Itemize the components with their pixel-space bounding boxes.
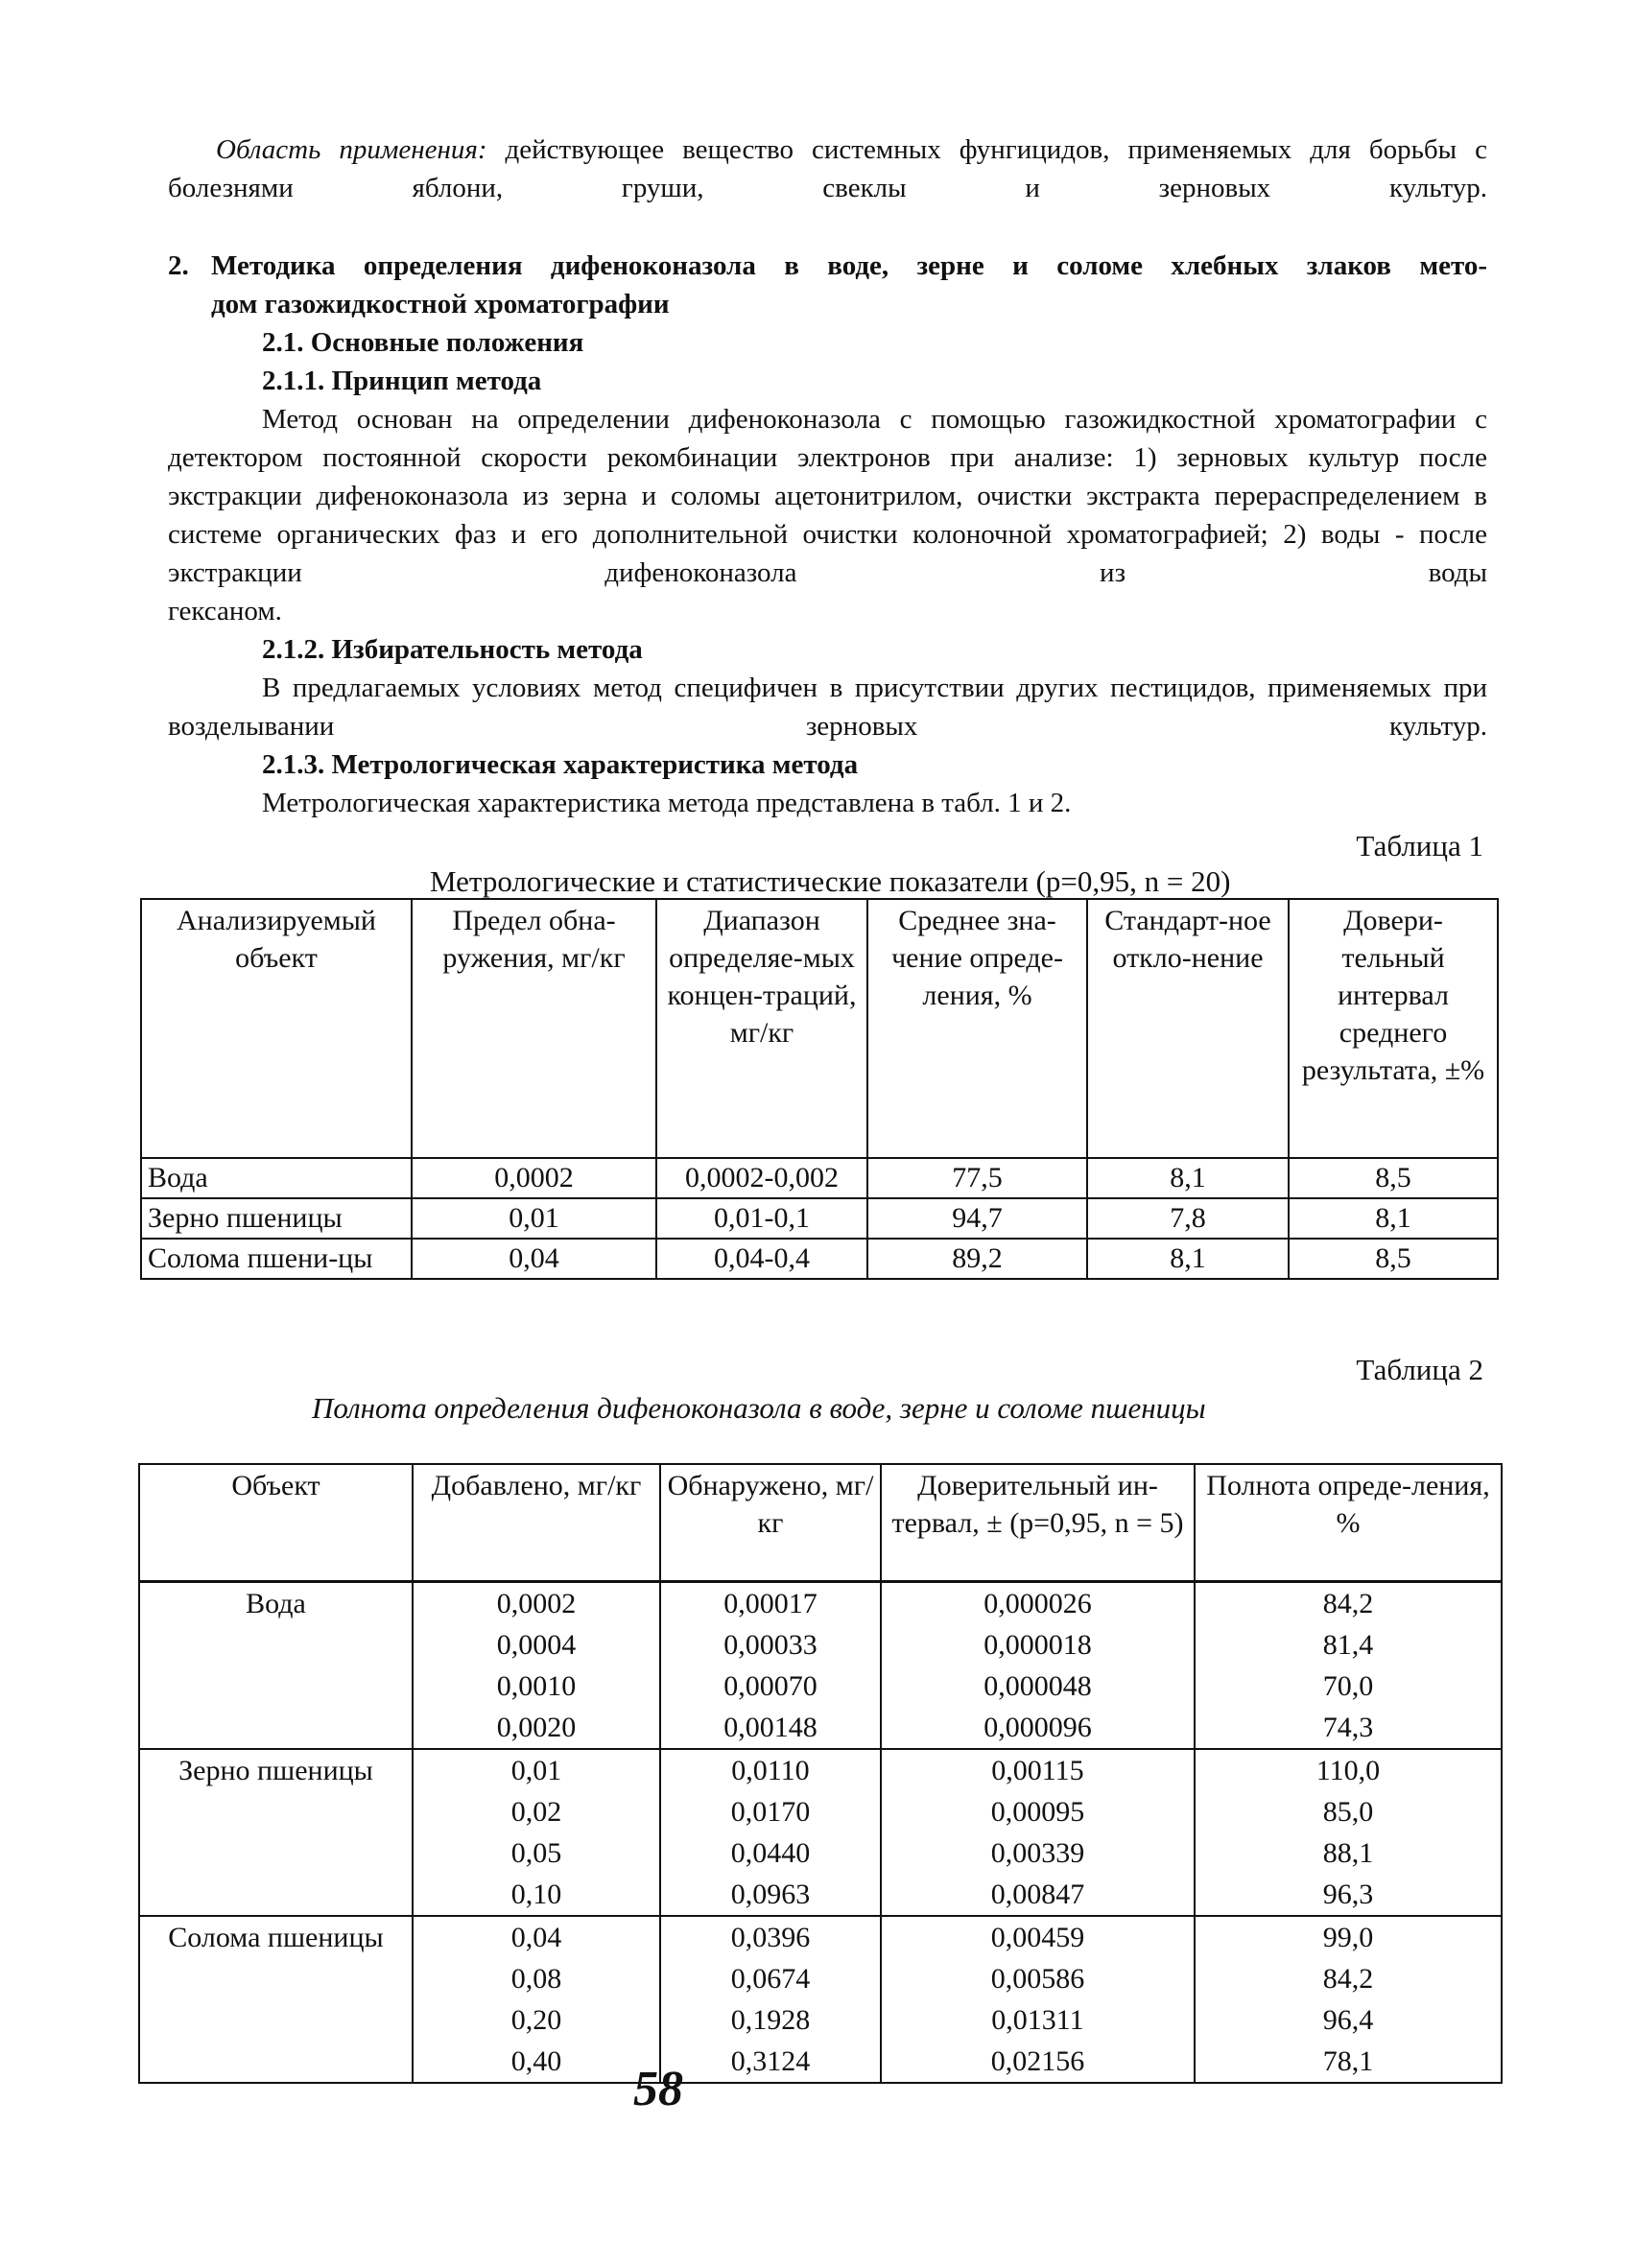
table-2-label: Таблица 2 — [1356, 1353, 1483, 1386]
table-row — [139, 1581, 1502, 1624]
table-cell: 88,1 — [1195, 1832, 1502, 1874]
table-cell: 89,2 — [867, 1239, 1087, 1279]
table-row — [139, 1666, 1502, 1707]
table-cell: 0,01 — [412, 1198, 656, 1239]
table-cell: Зерно пшеницы — [141, 1198, 412, 1239]
heading-2-1-3: 2.1.3. Метрологическая характеристика метода — [262, 749, 859, 780]
table-cell: 0,3124 — [660, 2041, 881, 2083]
table-cell: 84,2 — [1195, 1581, 1502, 1624]
table-cell: 99,0 — [1195, 1916, 1502, 1958]
heading-2-1-2: 2.1.2. Избирательность метода — [262, 634, 643, 665]
table-row — [139, 1916, 1502, 1958]
table-cell: 70,0 — [1195, 1666, 1502, 1707]
table-row — [141, 1158, 1498, 1198]
section-2-title-line2: дом газожидкостной хроматографии — [211, 289, 670, 319]
table-cell: 0,00070 — [660, 1666, 881, 1707]
table-1-header-row — [141, 899, 1498, 1158]
section-2-title-line1: Методика определения дифеноконазола в воде, зерне и соломе хлебных злаков мето- — [211, 250, 1487, 281]
object-cell: Зерно пшеницы — [139, 1749, 413, 1791]
table-cell: 0,0440 — [660, 1832, 881, 1874]
table-cell: 0,0002 — [412, 1158, 656, 1198]
table-cell: 0,04-0,4 — [656, 1239, 867, 1279]
table-2-header: Доверительный ин-тервал, ± (р=0,95, n = 5) — [881, 1464, 1195, 1581]
table-cell: 0,00115 — [881, 1749, 1195, 1791]
table-2-title: Полнота определения дифеноконазола в воде, зерне и соломе пшеницы — [312, 1391, 1206, 1425]
table-row — [141, 1198, 1498, 1239]
table-row — [139, 1749, 1502, 1791]
table-cell: 0,00033 — [660, 1624, 881, 1666]
table-1-header: Диапазон определяе-мых концен-траций, мг/кг — [656, 899, 867, 1158]
table-row — [141, 1239, 1498, 1279]
empty-cell — [139, 1791, 413, 1832]
table-1-header: Довери-тельный интервал среднего результата, ±% — [1289, 899, 1498, 1158]
table-cell: 0,0963 — [660, 1874, 881, 1916]
table-cell: 7,8 — [1087, 1198, 1289, 1239]
empty-cell — [139, 1666, 413, 1707]
table-cell: 0,05 — [413, 1832, 660, 1874]
table-2-header: Объект — [139, 1464, 413, 1581]
table-1-title: Метрологические и статистические показатели (р=0,95, n = 20) — [430, 864, 1231, 898]
table-1-header: Стандарт-ное откло-нение — [1087, 899, 1289, 1158]
table-cell: 0,000018 — [881, 1624, 1195, 1666]
table-cell: 0,02 — [413, 1791, 660, 1832]
table-cell: 0,0002 — [413, 1581, 660, 1624]
table-cell: 96,3 — [1195, 1874, 1502, 1916]
table-cell: 0,0170 — [660, 1791, 881, 1832]
table-1 — [140, 898, 1499, 1280]
table-cell: 0,0020 — [413, 1707, 660, 1749]
heading-2-1: 2.1. Основные положения — [262, 327, 584, 358]
table-cell: 74,3 — [1195, 1707, 1502, 1749]
table-cell: 0,10 — [413, 1874, 660, 1916]
selectivity-text: В предлагаемых условиях метод специфичен в присутствии других пестицидов, применяемых при возделывании зерновых культур. — [168, 673, 1487, 742]
table-cell: Вода — [141, 1158, 412, 1198]
empty-cell — [139, 1832, 413, 1874]
table-cell: 0,20 — [413, 1999, 660, 2041]
table-cell: 85,0 — [1195, 1791, 1502, 1832]
table-cell: 0,00847 — [881, 1874, 1195, 1916]
table-cell: 0,000026 — [881, 1581, 1195, 1624]
table-cell: 8,5 — [1289, 1158, 1498, 1198]
table-cell: 0,00459 — [881, 1916, 1195, 1958]
table-row — [139, 1707, 1502, 1749]
principle-last-line: гексаном. — [168, 596, 282, 626]
empty-cell — [139, 1707, 413, 1749]
table-2 — [138, 1463, 1503, 2084]
table-1-header: Среднее зна-чение опреде-ления, % — [867, 899, 1087, 1158]
table-cell: 0,04 — [413, 1916, 660, 1958]
table-cell: 0,00095 — [881, 1791, 1195, 1832]
table-row — [139, 1624, 1502, 1666]
table-row — [139, 1832, 1502, 1874]
table-cell: 8,1 — [1087, 1239, 1289, 1279]
table-cell: 110,0 — [1195, 1749, 1502, 1791]
table-1-header: Анализируемый объект — [141, 899, 412, 1158]
table-cell: 0,02156 — [881, 2041, 1195, 2083]
heading-2-1-1: 2.1.1. Принцип метода — [262, 366, 542, 396]
principle-paragraph — [168, 400, 1487, 592]
selectivity-paragraph — [168, 669, 1487, 745]
table-cell: 77,5 — [867, 1158, 1087, 1198]
table-row — [139, 1791, 1502, 1832]
intro-label: Область применения: — [216, 134, 487, 165]
table-cell: 0,01311 — [881, 1999, 1195, 2041]
table-cell: 8,5 — [1289, 1239, 1498, 1279]
empty-cell — [139, 1624, 413, 1666]
table-2-header-row — [139, 1464, 1502, 1581]
table-cell: 96,4 — [1195, 1999, 1502, 2041]
table-2-header: Добавлено, мг/кг — [413, 1464, 660, 1581]
table-cell: 0,000048 — [881, 1666, 1195, 1707]
table-cell: 0,0396 — [660, 1916, 881, 1958]
table-2-header: Полнота опреде-ления, % — [1195, 1464, 1502, 1581]
table-cell: Солома пшени-цы — [141, 1239, 412, 1279]
table-cell: 0,0002-0,002 — [656, 1158, 867, 1198]
table-cell: 0,04 — [412, 1239, 656, 1279]
table-1-header: Предел обна-ружения, мг/кг — [412, 899, 656, 1158]
table-row — [139, 1874, 1502, 1916]
object-cell: Солома пшеницы — [139, 1916, 413, 2083]
table-cell: 8,1 — [1087, 1158, 1289, 1198]
table-cell: 0,0004 — [413, 1624, 660, 1666]
intro-paragraph — [168, 130, 1487, 207]
table-cell: 0,00586 — [881, 1958, 1195, 1999]
table-cell: 0,01-0,1 — [656, 1198, 867, 1239]
metrology-text: Метрологическая характеристика метода представлена в табл. 1 и 2. — [262, 788, 1072, 818]
empty-cell — [139, 1874, 413, 1916]
page-number: 58 — [633, 2062, 683, 2116]
table-cell: 0,00017 — [660, 1581, 881, 1624]
table-cell: 0,08 — [413, 1958, 660, 1999]
table-cell: 8,1 — [1289, 1198, 1498, 1239]
table-cell: 0,1928 — [660, 1999, 881, 2041]
intro-text: действующее вещество системных фунгицидов, применяемых для борьбы с болезнями яблони, груши, свеклы и зерновых культур. — [168, 134, 1487, 203]
table-cell: 0,01 — [413, 1749, 660, 1791]
object-cell: Вода — [139, 1581, 413, 1624]
table-cell: 84,2 — [1195, 1958, 1502, 1999]
table-cell: 0,0010 — [413, 1666, 660, 1707]
principle-text: Метод основан на определении дифеноконазола с помощью газожидкостной хроматографии с детектором постоянной скорости рекомбинации электронов при анализе: 1) зерновых культур после экстракции дифеноконазола из зерна и соломы ацетонитрилом, очистки экстракта перераспределением в системе органических фаз и его дополнительной очистки колоночной хроматографией; 2) воды - после экстракции дифеноконазола из воды — [168, 404, 1487, 588]
table-cell: 0,000096 — [881, 1707, 1195, 1749]
table-cell: 81,4 — [1195, 1624, 1502, 1666]
table-cell: 0,0110 — [660, 1749, 881, 1791]
table-cell: 0,00339 — [881, 1832, 1195, 1874]
table-2-header: Обнаружено, мг/кг — [660, 1464, 881, 1581]
table-1-label: Таблица 1 — [1356, 829, 1483, 862]
section-2-number: 2. — [168, 250, 189, 281]
table-cell: 0,00148 — [660, 1707, 881, 1749]
table-cell: 0,40 — [413, 2041, 660, 2083]
table-cell: 94,7 — [867, 1198, 1087, 1239]
table-cell: 78,1 — [1195, 2041, 1502, 2083]
table-cell: 0,0674 — [660, 1958, 881, 1999]
